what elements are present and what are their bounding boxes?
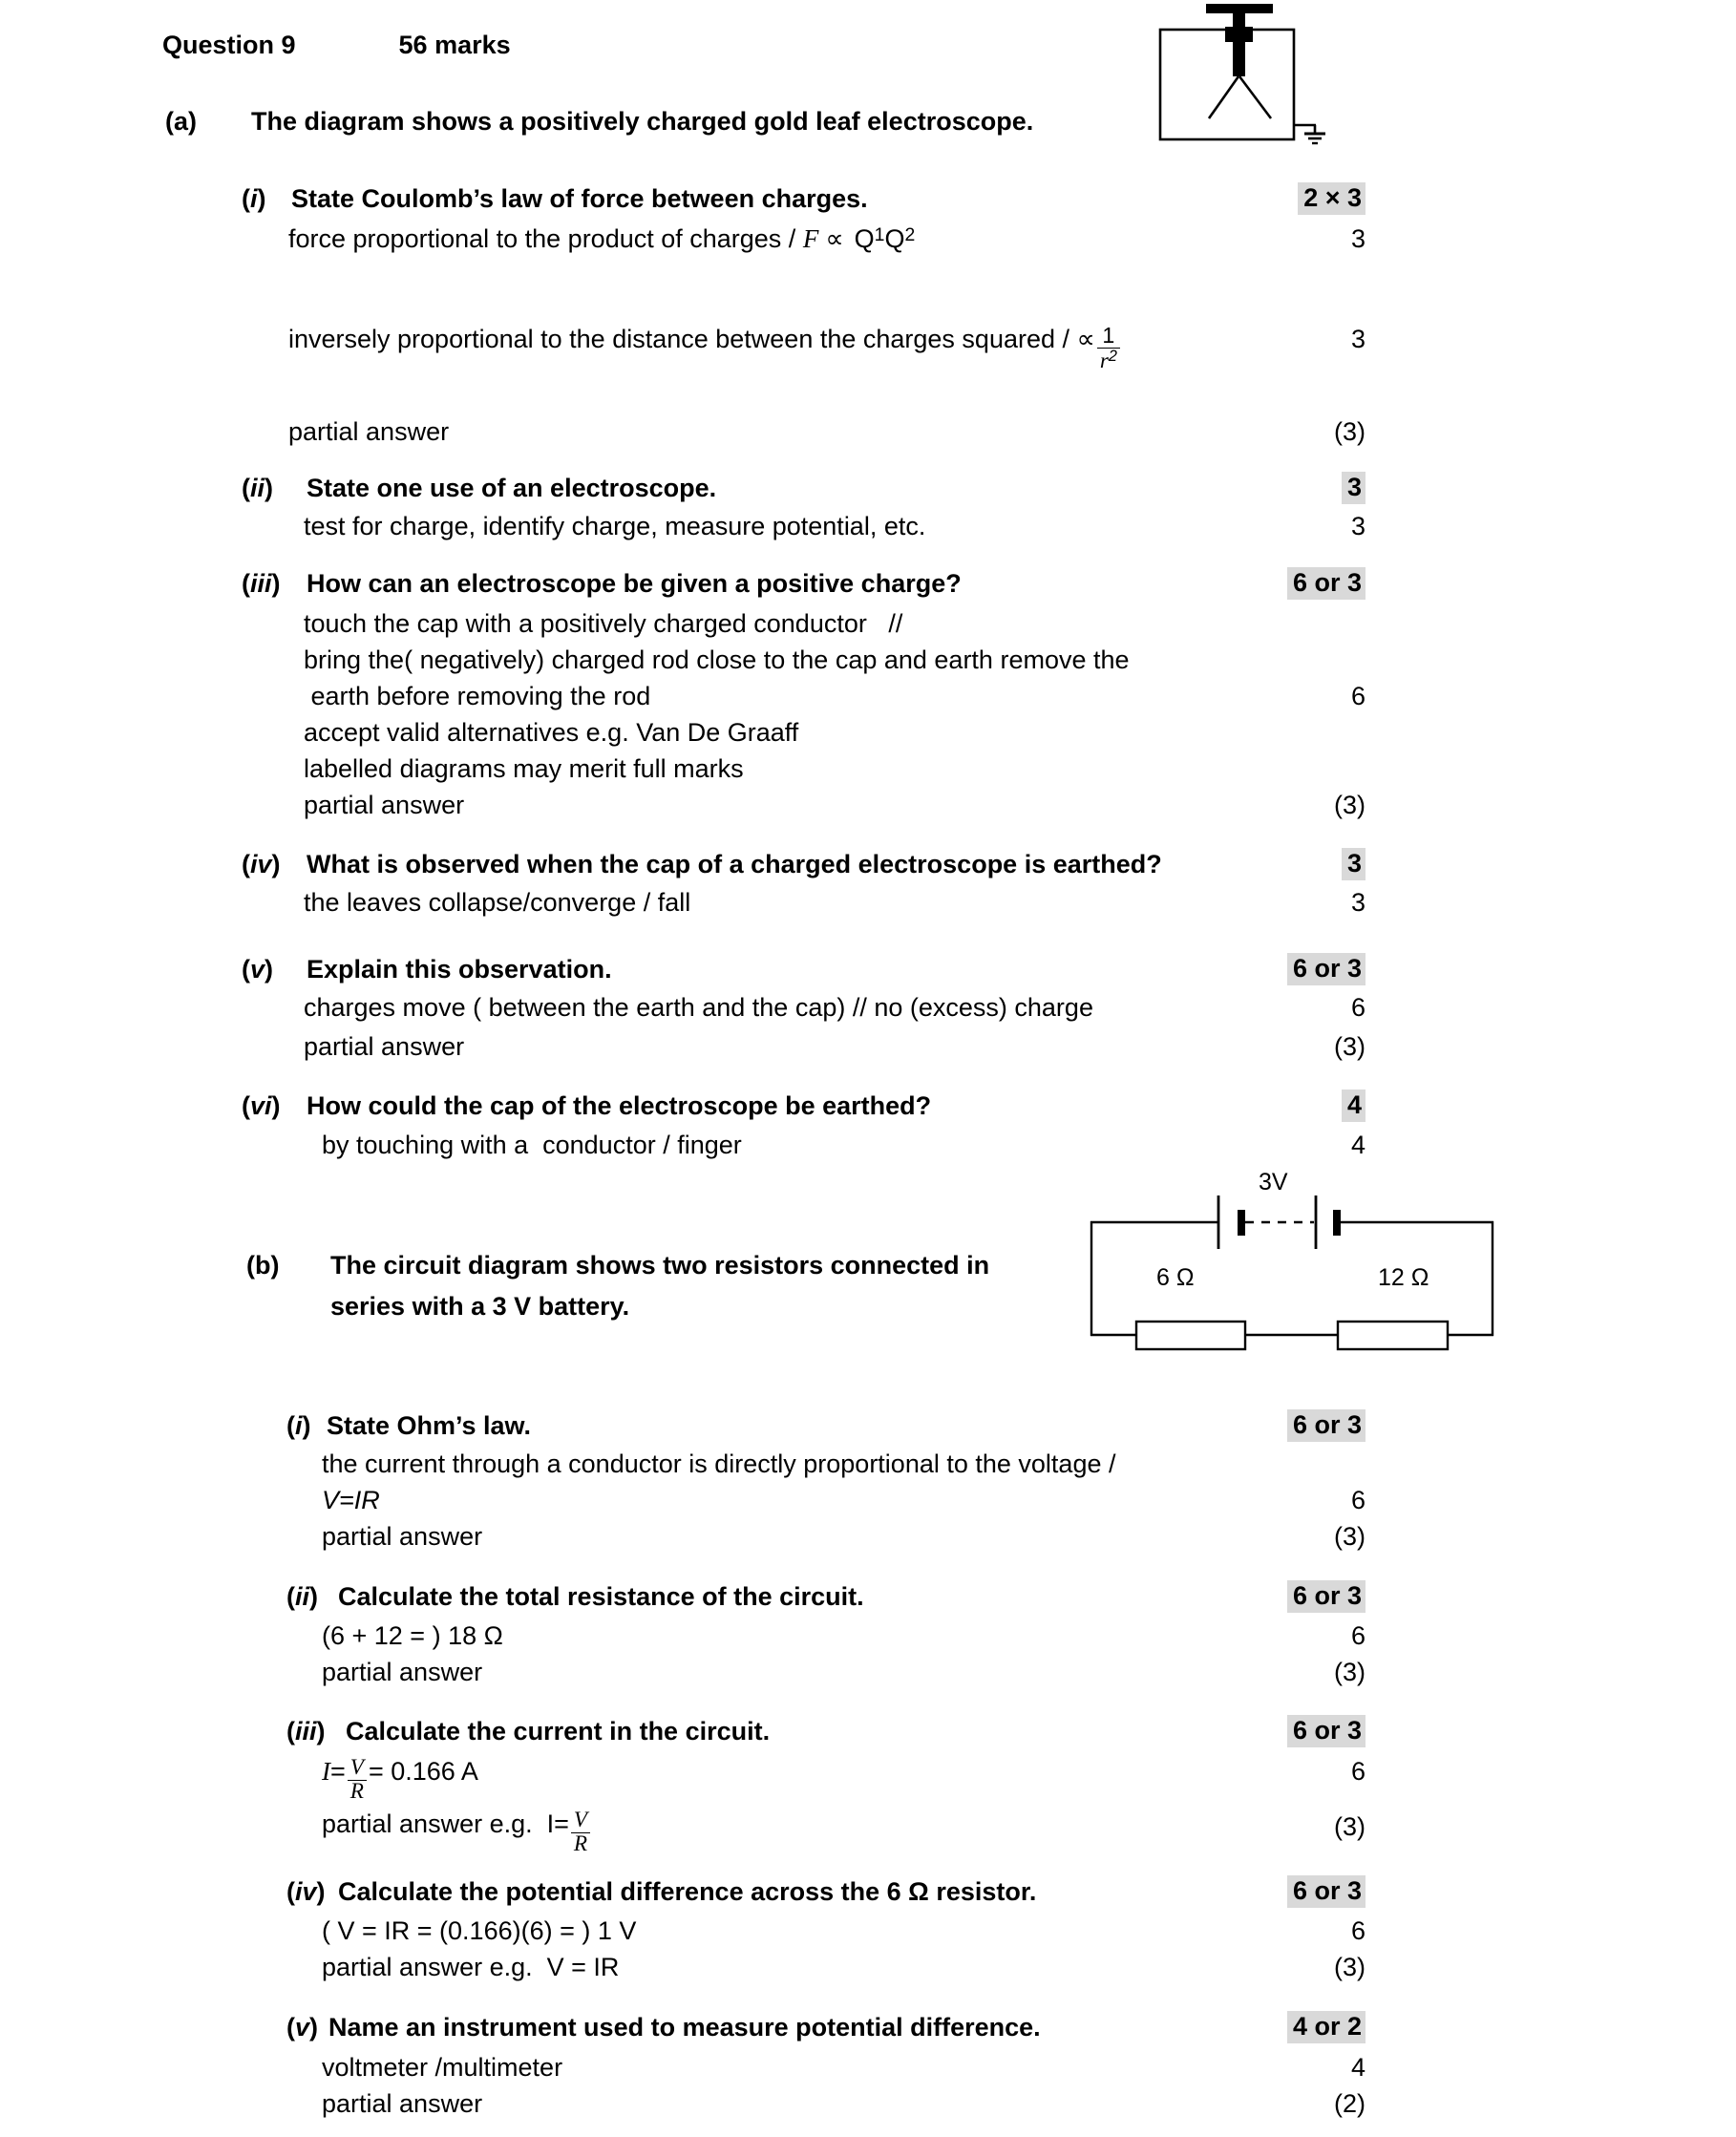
item-b-iii-head-mark: 6 or 3 [1287, 1715, 1366, 1747]
item-b-i-answer-1: the current through a conductor is directly proportional to the voltage / [322, 1449, 1116, 1478]
electroscope-case [1160, 30, 1294, 139]
item-b-v-head-mark: 4 or 2 [1287, 2011, 1366, 2043]
item-a-iv-answer: the leaves collapse/converge / fall [304, 888, 691, 917]
item-a-iii-question: How can an electroscope be given a positive charge? [307, 569, 962, 598]
item-a-iii-line-5 [304, 754, 744, 785]
part-a-prompt: The diagram shows a positively charged gold leaf electroscope. [251, 107, 1034, 136]
item-a-v-mark-1: 6 [1350, 993, 1366, 1022]
partial-equals: = [554, 1809, 569, 1838]
item-a-i-roman: i [250, 184, 258, 213]
item-b-i-line-3 [322, 1522, 482, 1553]
item-a-v-roman: v [250, 955, 265, 984]
item-b-v-roman: v [295, 2013, 310, 2042]
item-b-ii-roman: ii [295, 1582, 310, 1611]
current-fraction-numerator: V [349, 1755, 364, 1780]
item-a-iv-line-1 [304, 888, 690, 919]
current-I-symbol: I [322, 1757, 330, 1786]
item-b-i-head-mark: 6 or 3 [1287, 1409, 1366, 1442]
item-a-i-mark-1: 3 [1350, 224, 1366, 253]
item-a-ii-answer: test for charge, identify charge, measure potential, etc. [304, 512, 926, 540]
item-b-iii-mark-2: (3) [1334, 1812, 1366, 1841]
electroscope-leaf-right [1239, 76, 1271, 118]
item-a-v-mark-2: (3) [1334, 1032, 1366, 1061]
coulomb-proportional-icon: ∝ [825, 224, 844, 254]
question-total-marks: 56 marks [398, 31, 511, 59]
item-b-v-answer-1: voltmeter /multimeter [322, 2053, 563, 2082]
current-fraction-VR [348, 1757, 367, 1803]
inverse-proportional-icon: ∝ [1076, 325, 1095, 354]
coulomb-Q2-subscript: 2 [904, 224, 916, 245]
partial-I-symbol: I [546, 1809, 555, 1838]
item-b-iv-partial-answer: partial answer e.g. V = IR [322, 1953, 620, 1981]
battery-voltage-label: 3V [1259, 1169, 1288, 1195]
item-a-iii-answer-3: earth before removing the rod [304, 682, 651, 710]
item-a-v-line-2 [304, 1032, 464, 1063]
item-a-i-line-2 [288, 325, 1122, 372]
item-a-v-answer-1: charges move ( between the earth and the cap) // no (excess) charge [304, 993, 1093, 1022]
item-a-iii-line-1 [304, 609, 902, 640]
item-a-ii-heading: (ii) State one use of an electroscope. [242, 474, 717, 502]
item-b-ii-head-mark: 6 or 3 [1287, 1580, 1366, 1613]
item-b-iii-line-1 [322, 1757, 478, 1803]
resistor-6-ohm [1136, 1322, 1245, 1349]
item-b-i-line-1 [322, 1449, 1115, 1480]
item-a-iii-line-3 [304, 682, 650, 712]
item-a-iv-heading: (iv) What is observed when the cap of a charged electroscope is earthed? [242, 850, 1162, 878]
coulomb-Q1-subscript: 1 [874, 224, 885, 245]
item-a-vi-mark-1: 4 [1350, 1131, 1366, 1159]
part-b-header [246, 1251, 989, 1281]
item-a-iii-mark-6: (3) [1334, 791, 1366, 819]
part-b-prompt-line-1: The circuit diagram shows two resistors connected in [330, 1251, 990, 1280]
current-result: = 0.166 A [368, 1757, 478, 1786]
fraction-r: r [1099, 348, 1109, 373]
item-b-ii-line-2 [322, 1658, 482, 1688]
item-a-vi-roman: vi [250, 1091, 272, 1120]
item-a-iii-partial-answer: partial answer [304, 791, 465, 819]
item-b-iv-mark-1: 6 [1350, 1916, 1366, 1945]
item-a-vi-answer: by touching with a conductor / finger [322, 1131, 742, 1159]
item-b-iv-answer-1: ( V = IR = (0.166)(6) = ) 1 V [322, 1916, 637, 1945]
item-b-i-mark-2: 6 [1350, 1486, 1366, 1514]
item-b-ii-answer-1: (6 + 12 = ) 18 Ω [322, 1621, 503, 1650]
question-number: Question 9 [162, 31, 296, 59]
partial-fraction-denominator: R [571, 1832, 590, 1856]
coulomb-F-symbol: F [802, 224, 819, 253]
item-b-ii-question: Calculate the total resistance of the circuit. [338, 1582, 864, 1611]
fraction-numerator: 1 [1102, 323, 1115, 348]
item-a-ii-roman: ii [250, 474, 265, 502]
item-a-i-line-3 [288, 417, 449, 448]
item-a-v-heading: (v) Explain this observation. [242, 955, 612, 984]
item-a-iii-head-mark: 6 or 3 [1287, 567, 1366, 600]
item-b-i-heading: (i) State Ohm’s law. [286, 1411, 532, 1440]
item-b-v-heading: (v) Name an instrument used to measure potential difference. [286, 2013, 1041, 2042]
item-a-iii-line-6 [304, 791, 464, 821]
item-b-i-mark-3: (3) [1334, 1522, 1366, 1551]
item-b-iii-roman: iii [295, 1717, 317, 1746]
electroscope-collar [1225, 27, 1253, 42]
part-b-prompt-line-2: series with a 3 V battery. [330, 1292, 630, 1321]
circuit-svg [1077, 1176, 1526, 1358]
item-a-v-question: Explain this observation. [307, 955, 612, 984]
electroscope-stem [1233, 11, 1245, 76]
inverse-square-fraction [1097, 325, 1120, 372]
item-a-iii-mark-3: 6 [1350, 682, 1366, 710]
item-a-ii-question: State one use of an electroscope. [307, 474, 717, 502]
item-b-ii-mark-1: 6 [1350, 1621, 1366, 1650]
question-header [162, 31, 511, 61]
item-b-i-answer-formula: V=IR [322, 1486, 380, 1514]
item-a-i-mark-3: (3) [1334, 417, 1366, 446]
item-b-i-roman: i [295, 1411, 303, 1440]
item-a-vi-question: How could the cap of the electroscope be earthed? [307, 1091, 932, 1120]
item-b-iii-line-2 [322, 1809, 592, 1855]
item-b-iv-line-1 [322, 1916, 636, 1947]
item-a-iv-roman: iv [250, 850, 272, 878]
item-a-iii-roman: iii [250, 569, 272, 598]
item-b-ii-partial-answer: partial answer [322, 1658, 483, 1686]
current-fraction-denominator: R [348, 1780, 367, 1804]
item-b-v-line-1 [322, 2053, 562, 2084]
fraction-r-exponent: 2 [1108, 347, 1117, 365]
item-a-iii-answer-5: labelled diagrams may merit full marks [304, 754, 744, 783]
item-a-i-head-mark: 2 × 3 [1298, 182, 1366, 215]
item-a-vi-line-1 [322, 1131, 742, 1161]
electroscope-svg [1136, 2, 1356, 164]
item-b-ii-heading: (ii) Calculate the total resistance of the circuit. [286, 1582, 864, 1611]
coulomb-line-1-text: force proportional to the product of charges / [288, 224, 803, 253]
item-b-iv-question: Calculate the potential difference across the 6 Ω resistor. [338, 1877, 1037, 1906]
part-a-header [165, 107, 1033, 138]
item-a-vi-heading: (vi) How could the cap of the electroscope be earthed? [242, 1091, 932, 1120]
item-b-i-partial-answer: partial answer [322, 1522, 483, 1551]
item-a-v-head-mark: 6 or 3 [1287, 953, 1366, 985]
item-b-v-question: Name an instrument used to measure potential difference. [328, 2013, 1041, 2042]
item-b-v-mark-1: 4 [1350, 2053, 1366, 2082]
item-a-v-partial-answer: partial answer [304, 1032, 465, 1061]
item-a-iii-answer-2: bring the( negatively) charged rod close to the cap and earth remove the [304, 645, 1130, 674]
resistor-right-label: 12 Ω [1378, 1264, 1429, 1291]
electroscope-leaf-left [1209, 76, 1238, 118]
item-b-i-line-2 [322, 1486, 380, 1516]
item-a-i-heading: (i) State Coulomb’s law of force between charges. [242, 184, 868, 213]
item-b-i-question: State Ohm’s law. [327, 1411, 532, 1440]
part-b-prompt-line-2-row [330, 1292, 629, 1322]
item-a-iii-answer-1: touch the cap with a positively charged conductor // [304, 609, 903, 638]
item-a-iii-heading: (iii) How can an electroscope be given a positive charge? [242, 569, 962, 598]
item-b-iii-question: Calculate the current in the circuit. [346, 1717, 771, 1746]
part-b-label: (b) [246, 1251, 280, 1280]
current-equals-1: = [330, 1757, 346, 1786]
item-b-ii-mark-2: (3) [1334, 1658, 1366, 1686]
item-b-v-line-2 [322, 2089, 482, 2120]
item-a-iv-head-mark: 3 [1342, 848, 1366, 880]
item-a-iv-mark-1: 3 [1350, 888, 1366, 917]
item-a-ii-head-mark: 3 [1342, 472, 1366, 504]
item-b-v-mark-2: (2) [1334, 2089, 1366, 2118]
item-a-ii-line-1 [304, 512, 925, 542]
coulomb-Q2: Q [884, 224, 905, 253]
gold-leaf-electroscope-diagram [1136, 2, 1356, 164]
item-b-iv-mark-2: (3) [1334, 1953, 1366, 1981]
battery-cell1-short-plate [1238, 1210, 1245, 1236]
resistor-12-ohm [1338, 1322, 1448, 1349]
item-b-iv-heading: (iv) Calculate the potential difference across the 6 Ω resistor. [286, 1877, 1037, 1906]
item-a-v-line-1 [304, 993, 1093, 1024]
item-b-ii-line-1 [322, 1621, 503, 1652]
item-a-i-line-1 [288, 224, 915, 255]
item-a-ii-mark-1: 3 [1350, 512, 1366, 540]
battery-cell2-short-plate [1333, 1210, 1341, 1236]
item-a-i-mark-2: 3 [1350, 325, 1366, 353]
inverse-line-text: inversely proportional to the distance between the charges squared / [288, 325, 1077, 353]
part-a-label: (a) [165, 107, 197, 136]
partial-fraction-VR [571, 1809, 590, 1855]
item-a-i-partial-answer: partial answer [288, 417, 450, 446]
item-b-v-partial-answer: partial answer [322, 2089, 483, 2118]
item-a-iii-answer-4: accept valid alternatives e.g. Van De Graaff [304, 718, 799, 747]
partial-fraction-numerator: V [573, 1808, 588, 1832]
item-a-iii-line-4 [304, 718, 798, 749]
item-b-iv-head-mark: 6 or 3 [1287, 1875, 1366, 1908]
item-a-i-question: State Coulomb’s law of force between charges. [291, 184, 868, 213]
item-b-iv-roman: iv [295, 1877, 317, 1906]
item-a-vi-head-mark: 4 [1342, 1090, 1366, 1122]
item-b-iii-mark-1: 6 [1350, 1757, 1366, 1786]
series-circuit-diagram [1077, 1169, 1526, 1358]
coulomb-Q1: Q [854, 224, 875, 253]
resistor-left-label: 6 Ω [1156, 1264, 1195, 1291]
item-b-iv-line-2 [322, 1953, 619, 1983]
item-b-iii-heading: (iii) Calculate the current in the circuit. [286, 1717, 771, 1746]
item-a-iii-line-2 [304, 645, 1130, 676]
fraction-denominator [1097, 348, 1120, 372]
item-b-iii-partial-prefix: partial answer e.g. [322, 1809, 547, 1838]
item-a-iv-question: What is observed when the cap of a charged electroscope is earthed? [307, 850, 1162, 878]
